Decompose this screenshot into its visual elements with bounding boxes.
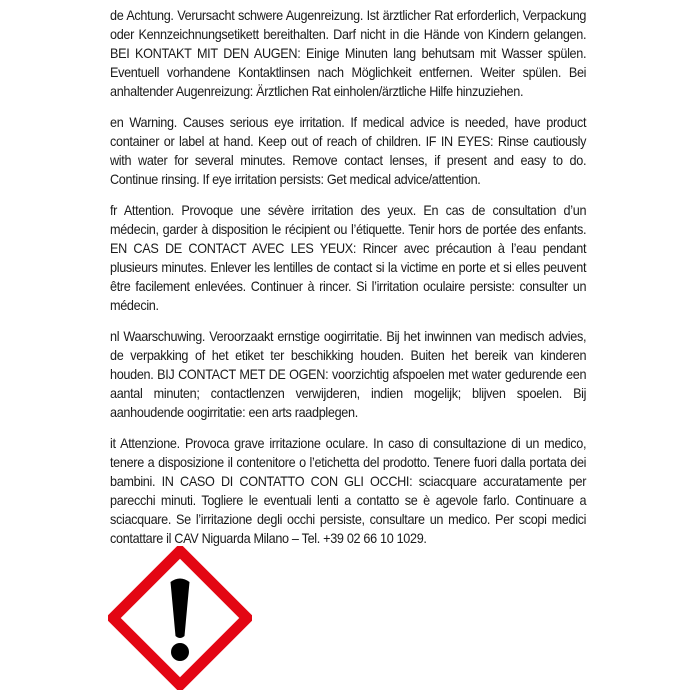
warning-block-de [110, 6, 586, 101]
warning-block-en [110, 113, 586, 189]
signal-word: Warning. [129, 115, 177, 130]
language-code: it [110, 436, 116, 451]
warning-block-it [110, 434, 586, 548]
signal-word: Attention. [123, 203, 174, 218]
signal-word: Achtung. [126, 8, 174, 23]
hazard-statements [110, 6, 586, 560]
hazard-text: Provoca grave irritazione oculare. In caso di consultazione di un medico, tenere a disposizione il contenitore o l’etichetta del prodotto. Tenere fuori dalla portata dei bambini. IN CASO DI CONTATTO CON GLI OCCHI: sciacquare accuratamente per parecchi minuti. Togliere le eventuali lenti a contatto se è agevole farlo. Continuare a sciacquare. Se l’irritazione degli occhi persiste, consultare un medico. Per scopi medici contattare il CAV Niguarda Milano – Tel. +39 02 66 10 1029. [110, 436, 587, 546]
hazard-text: Verursacht schwere Augenreizung. Ist ärztlicher Rat erforderlich, Verpackung oder Kennzeichnungsetikett bereithalten. Darf nicht in die Hände von Kindern gelangen. BEI KONTAKT MIT DEN AUGEN: Einige Minuten lang behutsam mit Wasser spülen. Eventuell vorhandene Kontaktlinsen nach Möglichkeit entfernen. Weiter spülen. Bei anhaltender Augenreizung: Ärztlichen Rat einholen/ärztliche Hilfe hinzuziehen. [110, 8, 587, 99]
language-code: nl [110, 329, 120, 344]
language-code: de [110, 8, 124, 23]
warning-block-fr [110, 201, 586, 315]
signal-word: Attenzione. [120, 436, 180, 451]
hazard-text: Causes serious eye irritation. If medical advice is needed, have product container or label at hand. Keep out of reach of children. IF IN EYES: Rinse cautiously with water for several minutes. Remove contact lenses, if present and easy to do. Continue rinsing. If eye irritation persists: Get medical advice/attention. [110, 115, 587, 187]
warning-block-nl [110, 327, 586, 422]
language-code: fr [110, 203, 118, 218]
ghs07-exclamation-mark-icon [108, 546, 252, 690]
language-code: en [110, 115, 124, 130]
hazard-text: Veroorzaakt ernstige oogirritatie. Bij het inwinnen van medisch advies, de verpakking of het etiket ter beschikking houden. Buiten het bereik van kinderen houden. BIJ CONTACT MET DE OGEN: voorzichtig afspoelen met water gedurende een aantal minuten; contactlenzen verwijderen, indien mogelijk; blijven spoelen. Bij aanhoudende oogirritatie: een arts raadplegen. [110, 329, 587, 420]
hazard-text: Provoque une sévère irritation des yeux. En cas de consultation d’un médecin, garder à disposition le récipient ou l’étiquette. Tenir hors de portée des enfants. EN CAS DE CONTACT AVEC LES YEUX: Rincer avec précaution à l’eau pendant plusieurs minutes. Enlever les lentilles de contact si la victime en porte et si elles peuvent être facilement enlevées. Continuer à rincer. Si l’irritation oculaire persiste: consulter un médecin. [110, 203, 587, 313]
signal-word: Waarschuwing. [123, 329, 206, 344]
exclamation-dot [171, 643, 189, 661]
